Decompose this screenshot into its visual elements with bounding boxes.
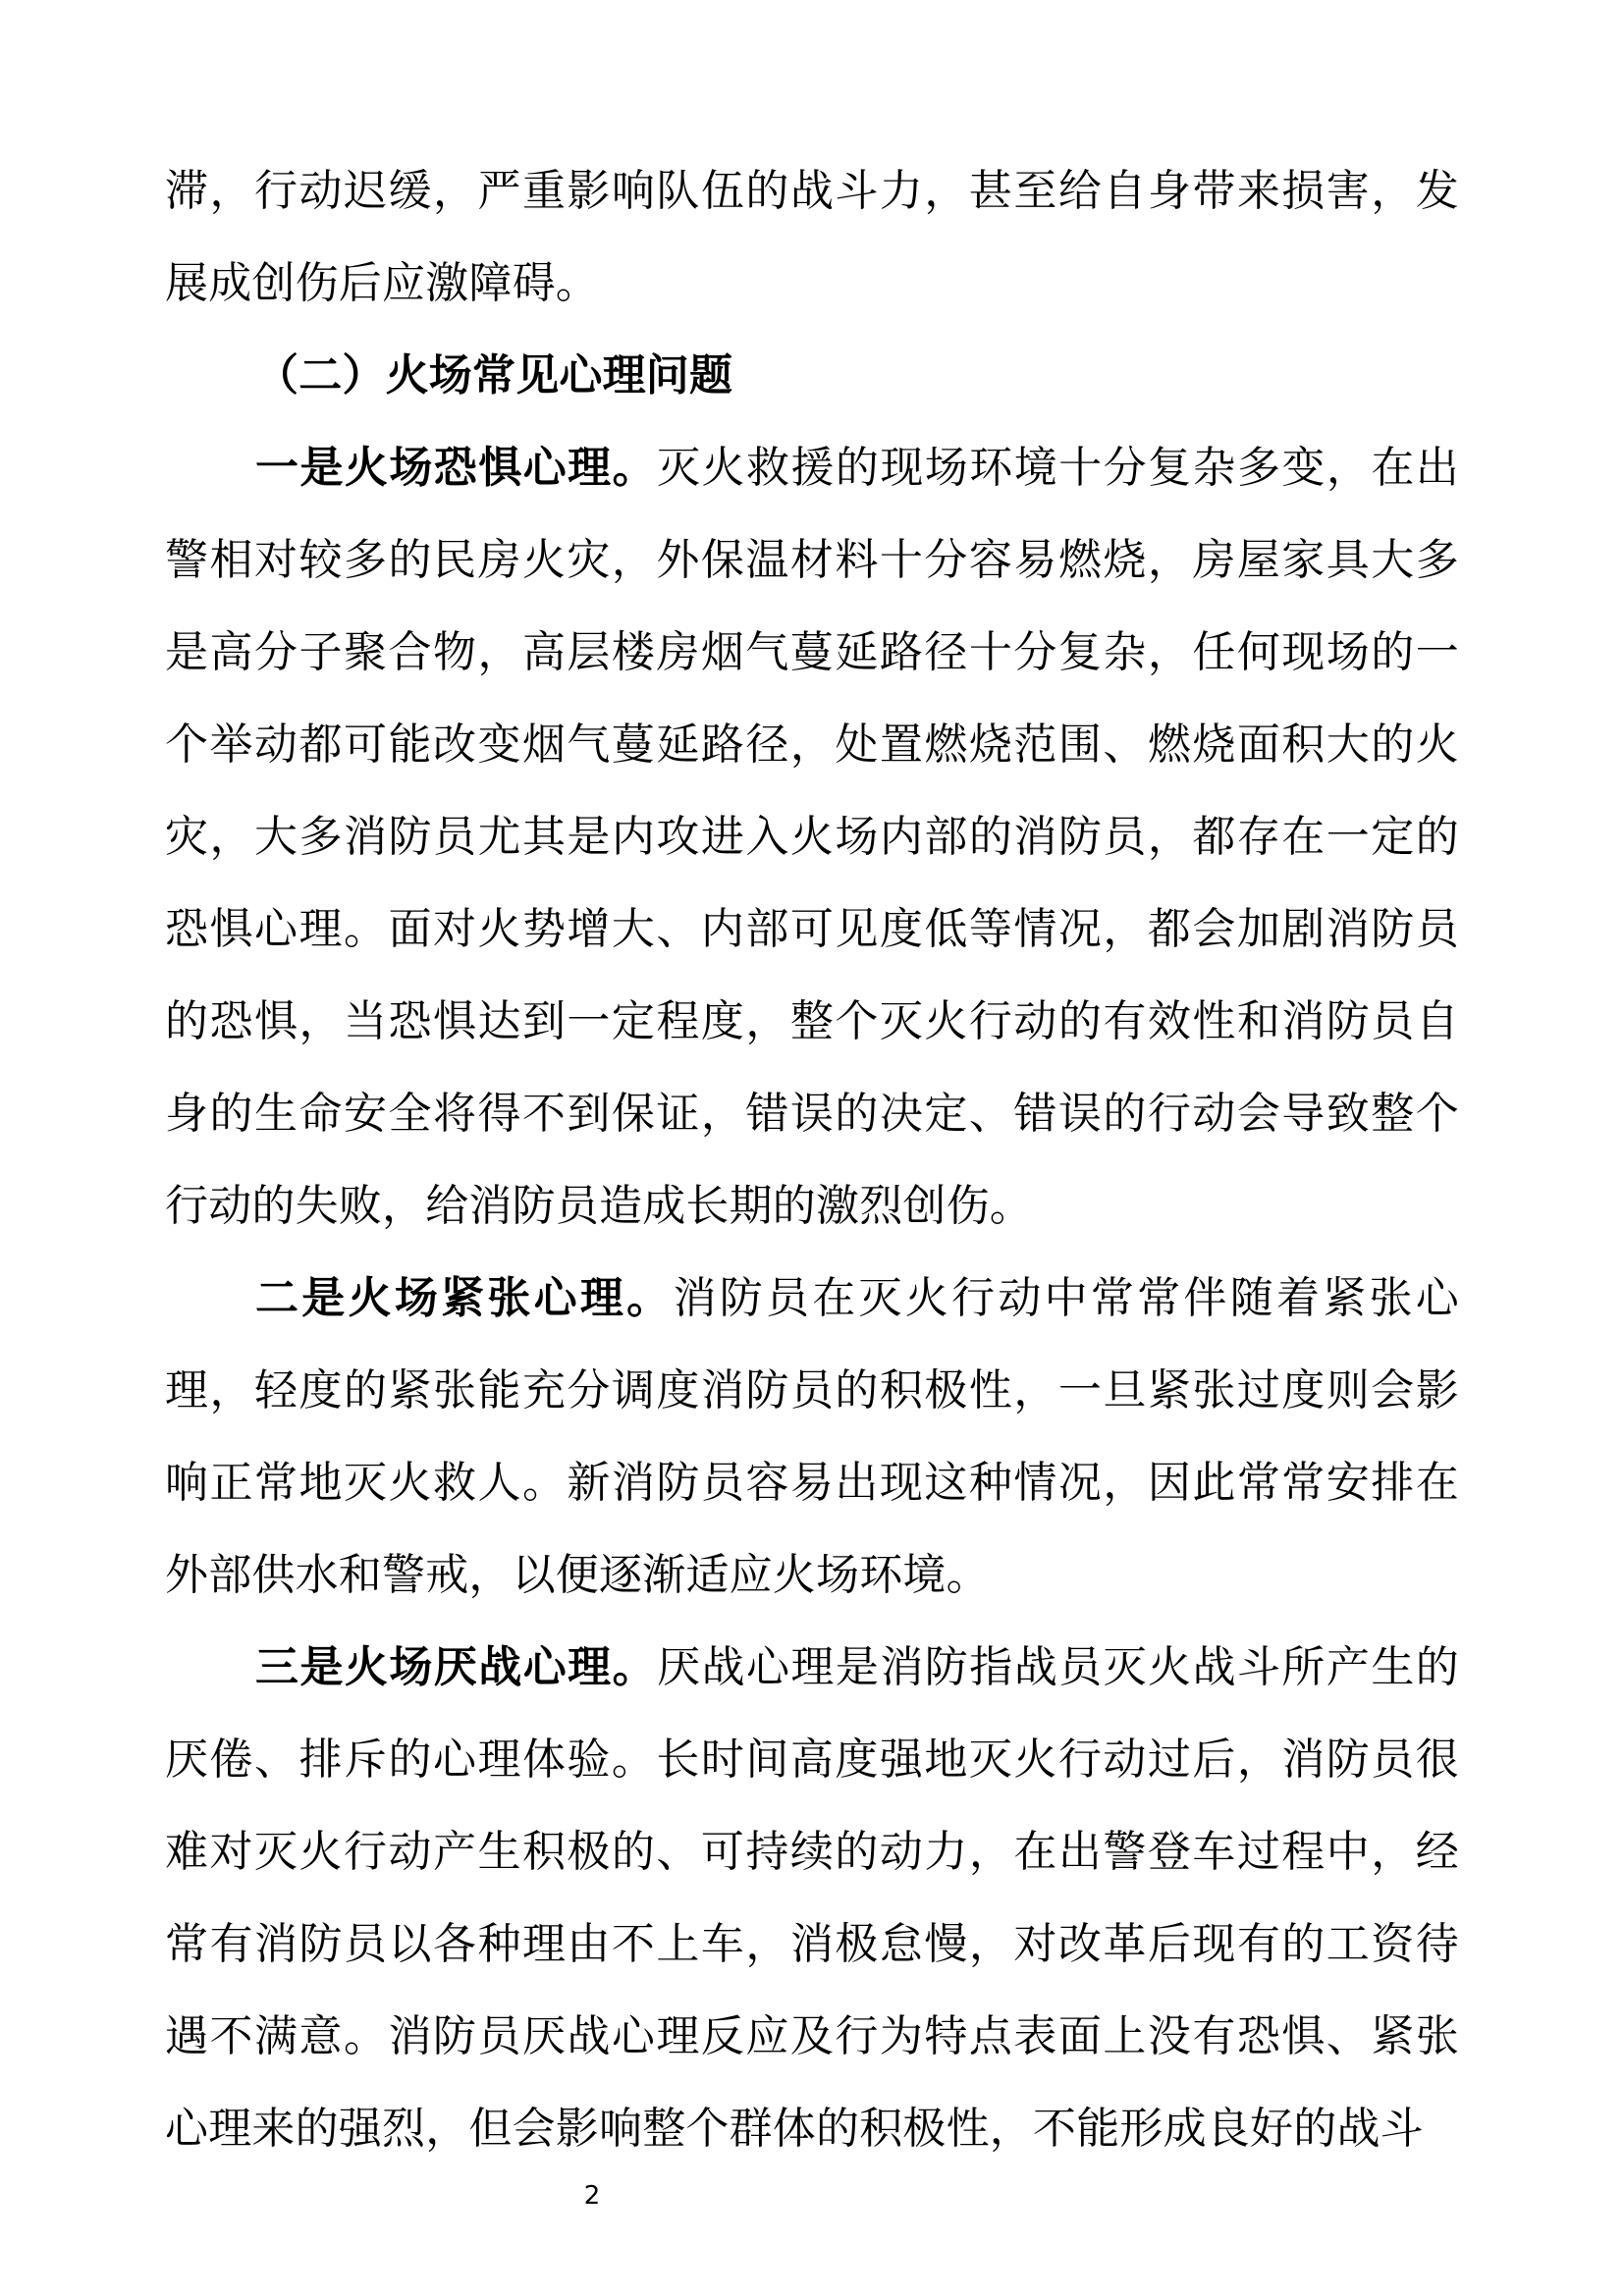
paragraph-tension-lead: 二是火场紧张心理。 — [255, 1273, 674, 1323]
paragraph-fear-body: 灭火救援的现场环境十分复杂多变，在出警相对较多的民房火灾，外保温材料十分容易燃烧，房屋家具大多是高分子聚合物，高层楼房烟气蔓延路径十分复杂，任何现场的一个举动都可能改变烟气蔓延路径，处置燃烧范围、燃烧面积大的火灾，大多消防员尤其是内攻进入火场内部的消防员，都存在一定的恐惧心理。面对火势增大、内部可见度低等情况，都会加剧消防员的恐惧，当恐惧达到一定程度，整个灭火行动的有效性和消防员自身的生命安全将得不到保证，错误的决定、错误的行动会导致整个行动的失败，给消防员造成长期的激烈创伤。 — [165, 443, 1459, 1231]
page-number: 2 — [583, 2181, 601, 2211]
section-heading: （二）火场常见心理问题 — [255, 350, 733, 400]
paragraph-fear-lead: 一是火场恐惧心理。 — [255, 443, 658, 493]
paragraph-tension — [165, 1253, 1459, 1622]
paragraph-weariness-body: 厌战心理是消防指战员灭火战斗所产生的厌倦、排斥的心理体验。长时间高度强地灭火行动过后，消防员很难对灭火行动产生积极的、可持续的动力，在出警登车过程中，经常有消防员以各种理由不上车，消极怠慢，对改革后现有的工资待遇不满意。消防员厌战心理反应及行为特点表面上没有恐惧、紧张心理来的强烈，但会影响整个群体的积极性，不能形成良好的战斗 — [165, 1642, 1459, 2154]
paragraph-weariness-lead: 三是火场厌战心理。 — [255, 1642, 658, 1692]
paragraph-tension-body: 消防员在灭火行动中常常伴随着紧张心理，轻度的紧张能充分调度消防员的积极性，一旦紧张过度则会影响正常地灭火救人。新消防员容易出现这种情况，因此常常安排在外部供水和警戒，以便逐渐适应火场环境。 — [165, 1273, 1459, 1600]
page-content — [165, 145, 1459, 2175]
paragraph-continued: 滞，行动迟缓，严重影响队伍的战斗力，甚至给自身带来损害，发展成创伤后应激障碍。 — [165, 166, 1459, 308]
paragraph-fear — [165, 422, 1459, 1253]
paragraph-weariness — [165, 1622, 1459, 2175]
